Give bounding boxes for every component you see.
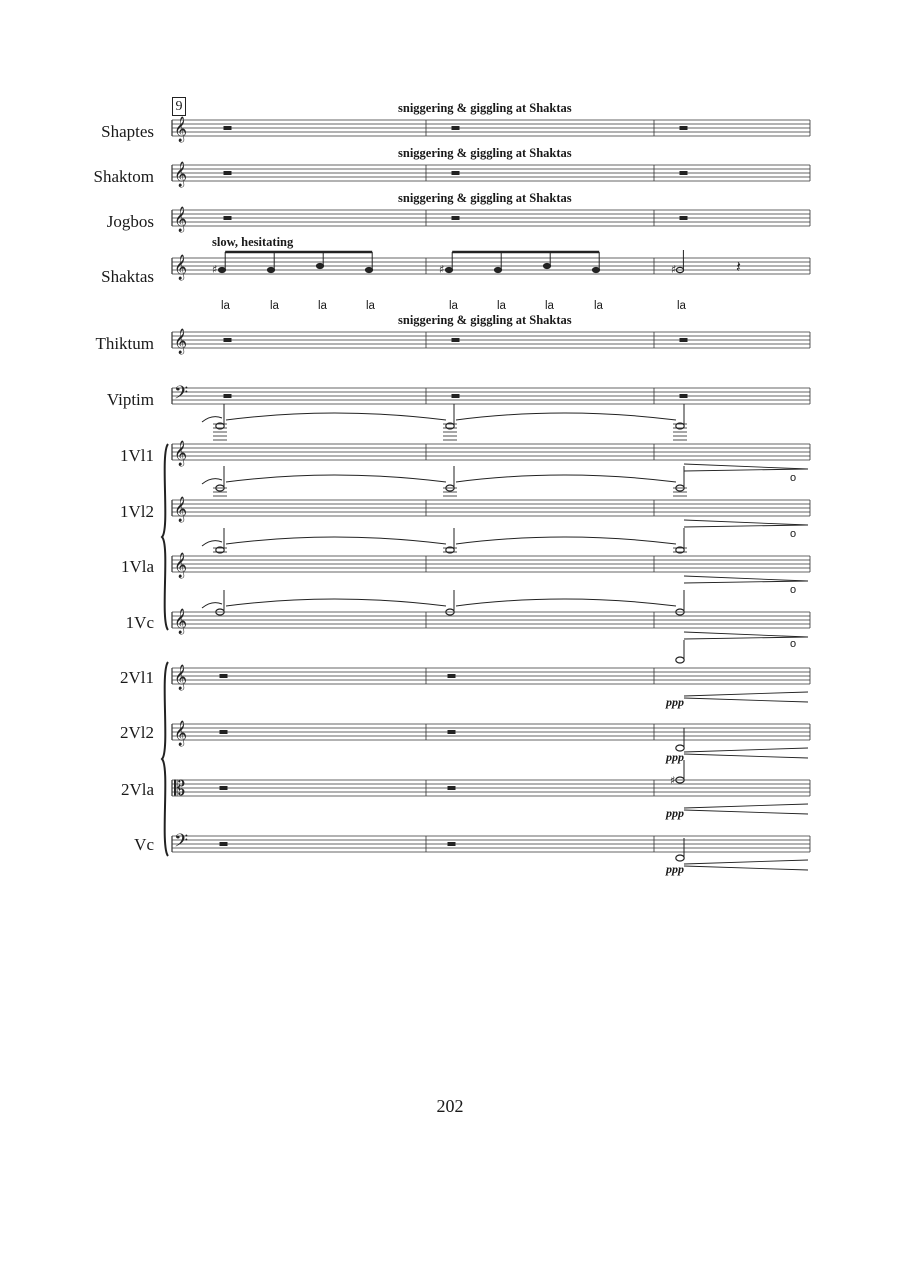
tie	[226, 537, 446, 544]
tie	[202, 417, 222, 422]
staff-label-vc: Vc	[134, 835, 154, 854]
tie	[202, 603, 222, 608]
staff-label-2vl1: 2Vl1	[120, 668, 154, 687]
staff-label-2vl2: 2Vl2	[120, 723, 154, 742]
treble-clef-icon: 𝄞	[174, 721, 188, 746]
tie	[456, 413, 676, 420]
harmonic-mark: o	[790, 584, 797, 596]
note-head	[592, 267, 599, 272]
decrescendo-hairpin	[684, 520, 808, 525]
measure-rest	[448, 787, 455, 790]
measure-rest	[680, 127, 687, 130]
sharp-icon: ♯	[671, 263, 677, 276]
measure-rest	[220, 731, 227, 734]
treble-clef-icon: 𝄞	[174, 497, 188, 522]
note-head	[365, 267, 372, 272]
measure-rest	[220, 843, 227, 846]
lyric-syllable: la	[594, 300, 603, 312]
staff-label-1vla: 1Vla	[120, 557, 154, 576]
bass-clef-icon: 𝄢	[174, 831, 189, 856]
crescendo-hairpin	[684, 698, 808, 702]
quarter-rest-icon: 𝄽	[736, 257, 741, 276]
tie	[226, 599, 446, 606]
measure-rest	[220, 675, 227, 678]
measure-rest	[452, 217, 459, 220]
crescendo-hairpin	[684, 810, 808, 814]
half-note-head	[676, 657, 684, 663]
measure-rest	[452, 127, 459, 130]
note-head	[494, 267, 501, 272]
tie	[202, 479, 222, 484]
dynamic-marking: ppp	[666, 862, 684, 876]
measure-rest	[452, 339, 459, 342]
measure-rest	[448, 843, 455, 846]
note-head	[267, 267, 274, 272]
direction-shaptes: sniggering & giggling at Shaktas	[398, 101, 572, 115]
harmonic-mark: o	[790, 638, 797, 650]
staff-label-shaptes: Shaptes	[101, 122, 154, 141]
treble-clef-icon: 𝄞	[174, 255, 188, 280]
staff-label-2vla: 2Vla	[120, 780, 154, 799]
half-note-head	[676, 855, 684, 861]
measure-rest	[224, 339, 231, 342]
decrescendo-hairpin	[684, 469, 808, 471]
treble-clef-icon: 𝄞	[174, 441, 188, 466]
lyric-syllable: la	[677, 300, 686, 312]
staff-label-1vl1: 1Vl1	[120, 446, 154, 465]
direction-shaktom: sniggering & giggling at Shaktas	[398, 146, 572, 160]
brace-quartet-2	[162, 662, 168, 856]
lyric-syllable: la	[270, 300, 279, 312]
direction-jogbos: sniggering & giggling at Shaktas	[398, 191, 572, 205]
staff-label-jogbos: Jogbos	[106, 212, 154, 231]
bass-clef-icon: 𝄢	[174, 383, 189, 408]
dynamic-marking: ppp	[666, 750, 684, 764]
alto-clef-icon: 𝄡	[174, 776, 186, 800]
treble-clef-icon: 𝄞	[174, 162, 188, 187]
brace-quartet-1	[162, 444, 168, 630]
measure-rest	[680, 395, 687, 398]
lyric-syllable: la	[366, 300, 375, 312]
treble-clef-icon: 𝄞	[174, 553, 188, 578]
treble-clef-icon: 𝄞	[174, 117, 188, 142]
lyric-syllable: la	[497, 300, 506, 312]
page-number: 202	[436, 1096, 464, 1116]
direction-thiktum: sniggering & giggling at Shaktas	[398, 313, 572, 327]
harmonic-mark: o	[790, 472, 797, 484]
crescendo-hairpin	[684, 754, 808, 758]
lyric-syllable: la	[318, 300, 327, 312]
staff-label-1vc: 1Vc	[125, 613, 154, 632]
direction-shaktas: slow, hesitating	[212, 235, 294, 249]
measure-rest	[680, 339, 687, 342]
staff-label-viptim: Viptim	[106, 390, 154, 409]
note-head	[218, 267, 225, 272]
lyric-syllable: la	[449, 300, 458, 312]
dynamic-marking: ppp	[666, 695, 684, 709]
measure-rest	[452, 395, 459, 398]
treble-clef-icon: 𝄞	[174, 665, 188, 690]
measure-rest	[224, 127, 231, 130]
measure-rest	[220, 787, 227, 790]
decrescendo-hairpin	[684, 525, 808, 527]
measure-rest	[680, 217, 687, 220]
treble-clef-icon: 𝄞	[174, 329, 188, 354]
crescendo-hairpin	[684, 748, 808, 752]
tie	[456, 537, 676, 544]
sharp-icon: ♯	[670, 774, 676, 787]
measure-rest	[448, 675, 455, 678]
crescendo-hairpin	[684, 692, 808, 696]
measure-rest	[680, 172, 687, 175]
crescendo-hairpin	[684, 866, 808, 870]
decrescendo-hairpin	[684, 464, 808, 469]
sharp-icon: ♯	[439, 263, 445, 276]
treble-clef-icon: 𝄞	[174, 207, 188, 232]
crescendo-hairpin	[684, 804, 808, 808]
note-head	[316, 263, 323, 268]
lyric-syllable: la	[545, 300, 554, 312]
rehearsal-mark: 9	[172, 97, 186, 116]
staff-label-thiktum: Thiktum	[95, 334, 154, 353]
crescendo-hairpin	[684, 860, 808, 864]
sharp-icon: ♯	[212, 263, 218, 276]
measure-rest	[224, 217, 231, 220]
note-head	[543, 263, 550, 268]
note-head	[445, 267, 452, 272]
decrescendo-hairpin	[684, 576, 808, 581]
staff-label-shaktom: Shaktom	[93, 167, 154, 186]
measure-rest	[448, 731, 455, 734]
lyric-syllable: la	[221, 300, 230, 312]
tie	[226, 475, 446, 482]
staff-label-1vl2: 1Vl2	[120, 502, 154, 521]
tie	[202, 541, 222, 546]
dynamic-marking: ppp	[666, 806, 684, 820]
treble-clef-icon: 𝄞	[174, 609, 188, 634]
decrescendo-hairpin	[684, 581, 808, 583]
measure-rest	[224, 172, 231, 175]
staff-label-shaktas: Shaktas	[101, 267, 154, 286]
measure-rest	[224, 395, 231, 398]
tie	[456, 599, 676, 606]
harmonic-mark: o	[790, 528, 797, 540]
decrescendo-hairpin	[684, 632, 808, 637]
measure-rest	[452, 172, 459, 175]
tie	[456, 475, 676, 482]
tie	[226, 413, 446, 420]
